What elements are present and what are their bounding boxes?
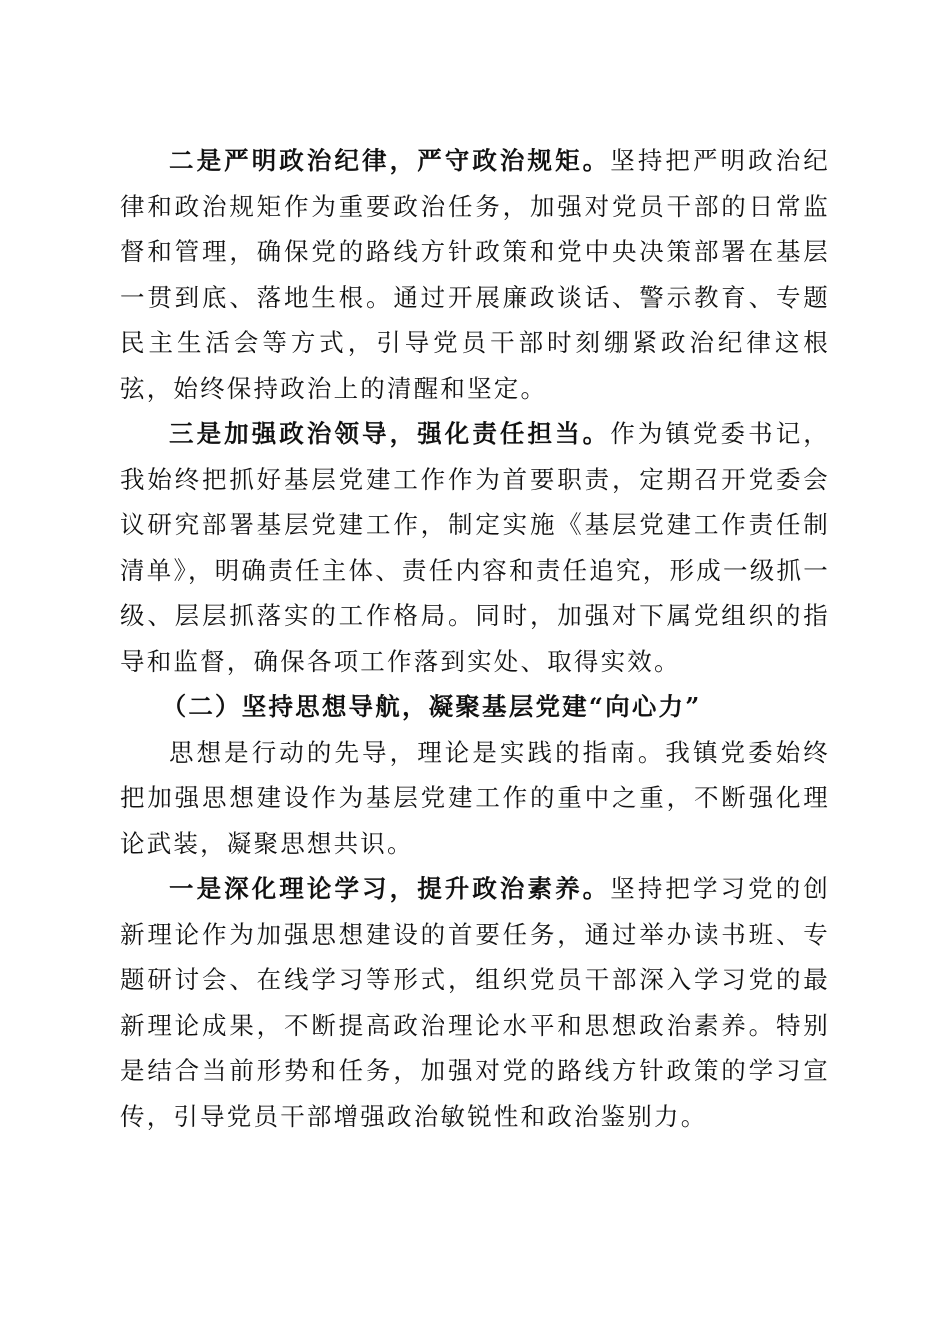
paragraph-body: 作为镇党委书记，我始终把抓好基层党建工作作为首要职责，定期召开党委会议研究部署基层党建工作，制定实施《基层党建工作责任制清单》，明确责任主体、责任内容和责任追究，形成一级抓一级、层层抓落实的工作格局。同时，加强对下属党组织的指导和监督，确保各项工作落到实处、取得实效。 xyxy=(120,419,830,676)
document-page xyxy=(120,138,830,1139)
paragraph-political-discipline xyxy=(120,138,830,411)
paragraph-body: 坚持把学习党的创新理论作为加强思想建设的首要任务，通过举办读书班、专题研讨会、在线学习等形式，组织党员干部深入学习党的最新理论成果，不断提高政治理论水平和思想政治素养。特别是结合当前形势和任务，加强对党的路线方针政策的学习宣传，引导党员干部增强政治敏锐性和政治鉴别力。 xyxy=(120,874,830,1131)
paragraph-lead: 二是严明政治纪律，严守政治规矩。 xyxy=(169,146,611,175)
paragraph-lead: 一是深化理论学习，提升政治素养。 xyxy=(169,874,611,903)
paragraph-body: 坚持把严明政治纪律和政治规矩作为重要政治任务，加强对党员干部的日常监督和管理，确保党的路线方针政策和党中央决策部署在基层一贯到底、落地生根。通过开展廉政谈话、警示教育、专题民主生活会等方式，引导党员干部时刻绷紧政治纪律这根弦，始终保持政治上的清醒和坚定。 xyxy=(120,146,830,403)
paragraph-lead: 三是加强政治领导，强化责任担当。 xyxy=(169,419,611,448)
paragraph-political-leadership xyxy=(120,411,830,684)
paragraph-theory-study xyxy=(120,866,830,1139)
section-heading: （二）坚持思想导航，凝聚基层党建“向心力” xyxy=(161,692,702,721)
section-intro: 思想是行动的先导，理论是实践的指南。我镇党委始终把加强思想建设作为基层党建工作的重中之重，不断强化理论武装，凝聚思想共识。 xyxy=(120,737,830,858)
